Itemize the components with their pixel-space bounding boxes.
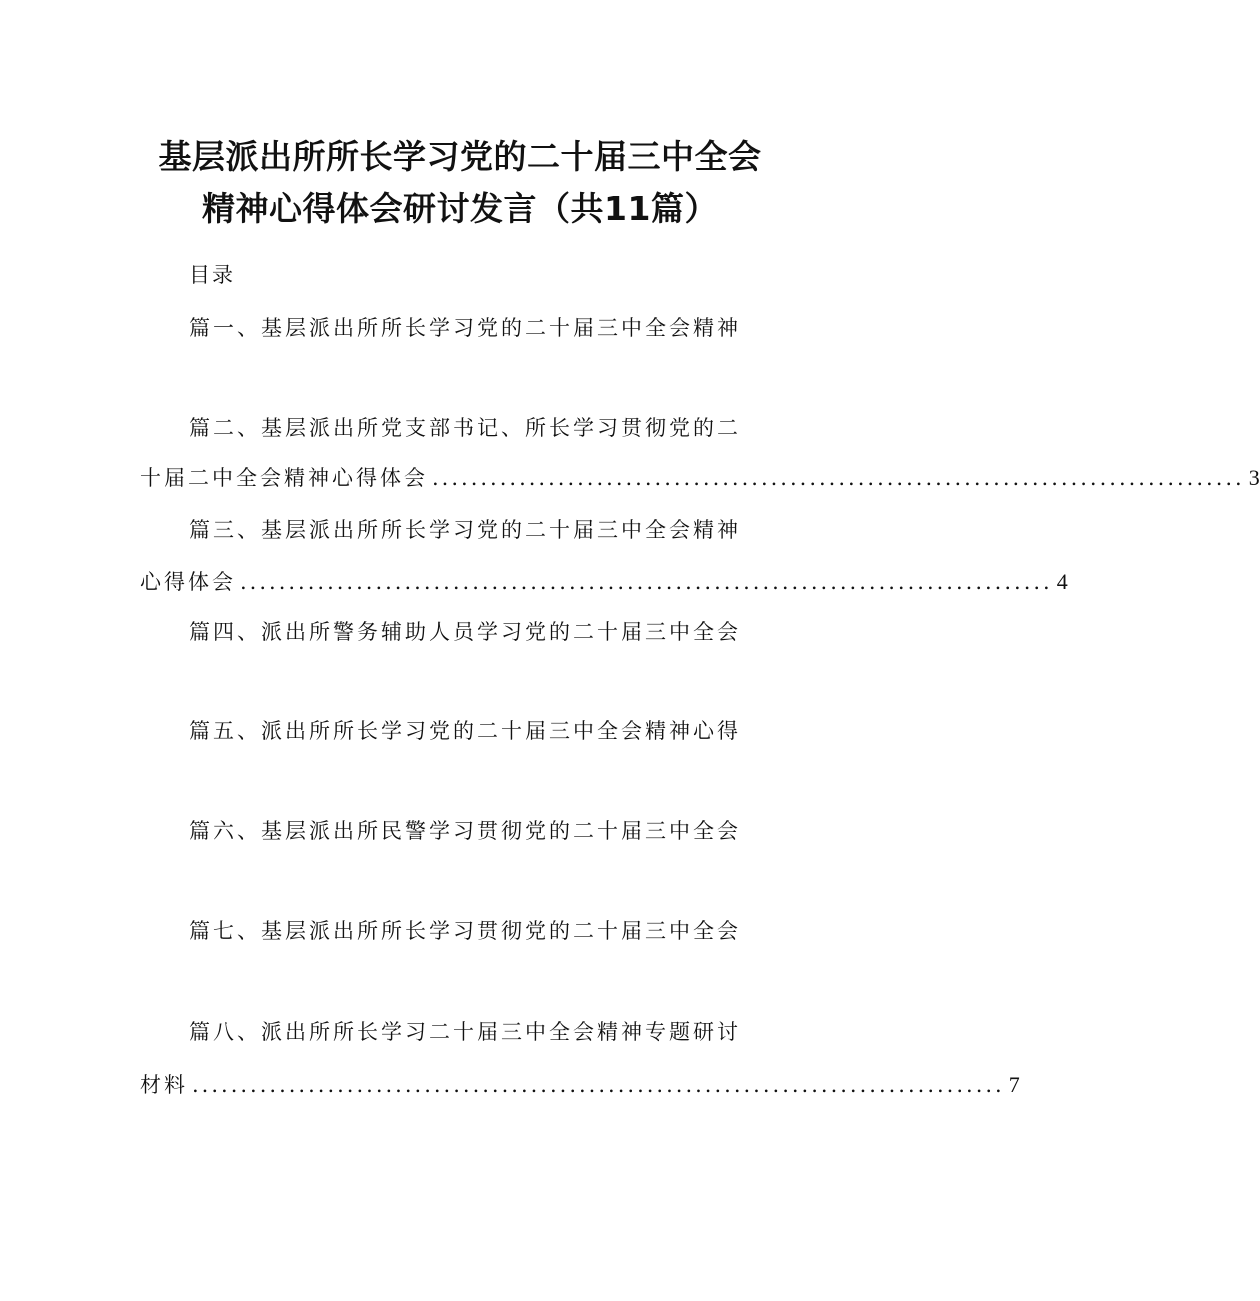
toc-entry-2-page: 3 (1248, 465, 1260, 490)
dot-leader: .................................................................................... (432, 466, 1245, 490)
toc-entry-1[interactable]: 篇一、基层派出所所长学习党的二十届三中全会精神 (189, 316, 741, 340)
toc-entry-2-text: 十届二中全会精神心得体会 (140, 466, 428, 490)
toc-heading: 目录 (189, 263, 235, 287)
toc-entry-7[interactable]: 篇七、基层派出所所长学习贯彻党的二十届三中全会 (189, 919, 741, 943)
dot-leader: .................................................................................... (240, 570, 1053, 594)
toc-entry-6[interactable]: 篇六、基层派出所民警学习贯彻党的二十届三中全会 (189, 819, 741, 843)
toc-entry-3[interactable]: 篇三、基层派出所所长学习党的二十届三中全会精神 (189, 518, 741, 542)
toc-entry-5[interactable]: 篇五、派出所所长学习党的二十届三中全会精神心得 (189, 719, 741, 743)
toc-entry-8[interactable]: 篇八、派出所所长学习二十届三中全会精神专题研讨 (189, 1020, 741, 1044)
toc-entry-2-continuation[interactable] (140, 465, 1260, 490)
toc-entry-2[interactable]: 篇二、基层派出所党支部书记、所长学习贯彻党的二 (189, 416, 741, 440)
toc-entry-8-continuation[interactable] (140, 1072, 1020, 1097)
toc-entry-3-text: 心得体会 (140, 570, 236, 594)
toc-entry-3-page: 4 (1056, 569, 1068, 594)
toc-entry-4[interactable]: 篇四、派出所警务辅助人员学习党的二十届三中全会 (189, 620, 741, 644)
dot-leader: .................................................................................... (192, 1073, 1005, 1097)
toc-entry-8-page: 7 (1008, 1072, 1020, 1097)
document-title-line-2: 精神心得体会研讨发言（共11篇） (202, 189, 718, 228)
toc-entry-3-continuation[interactable] (140, 569, 1068, 594)
document-title-line-1: 基层派出所所长学习党的二十届三中全会 (158, 137, 762, 176)
toc-entry-8-text: 材料 (140, 1073, 188, 1097)
